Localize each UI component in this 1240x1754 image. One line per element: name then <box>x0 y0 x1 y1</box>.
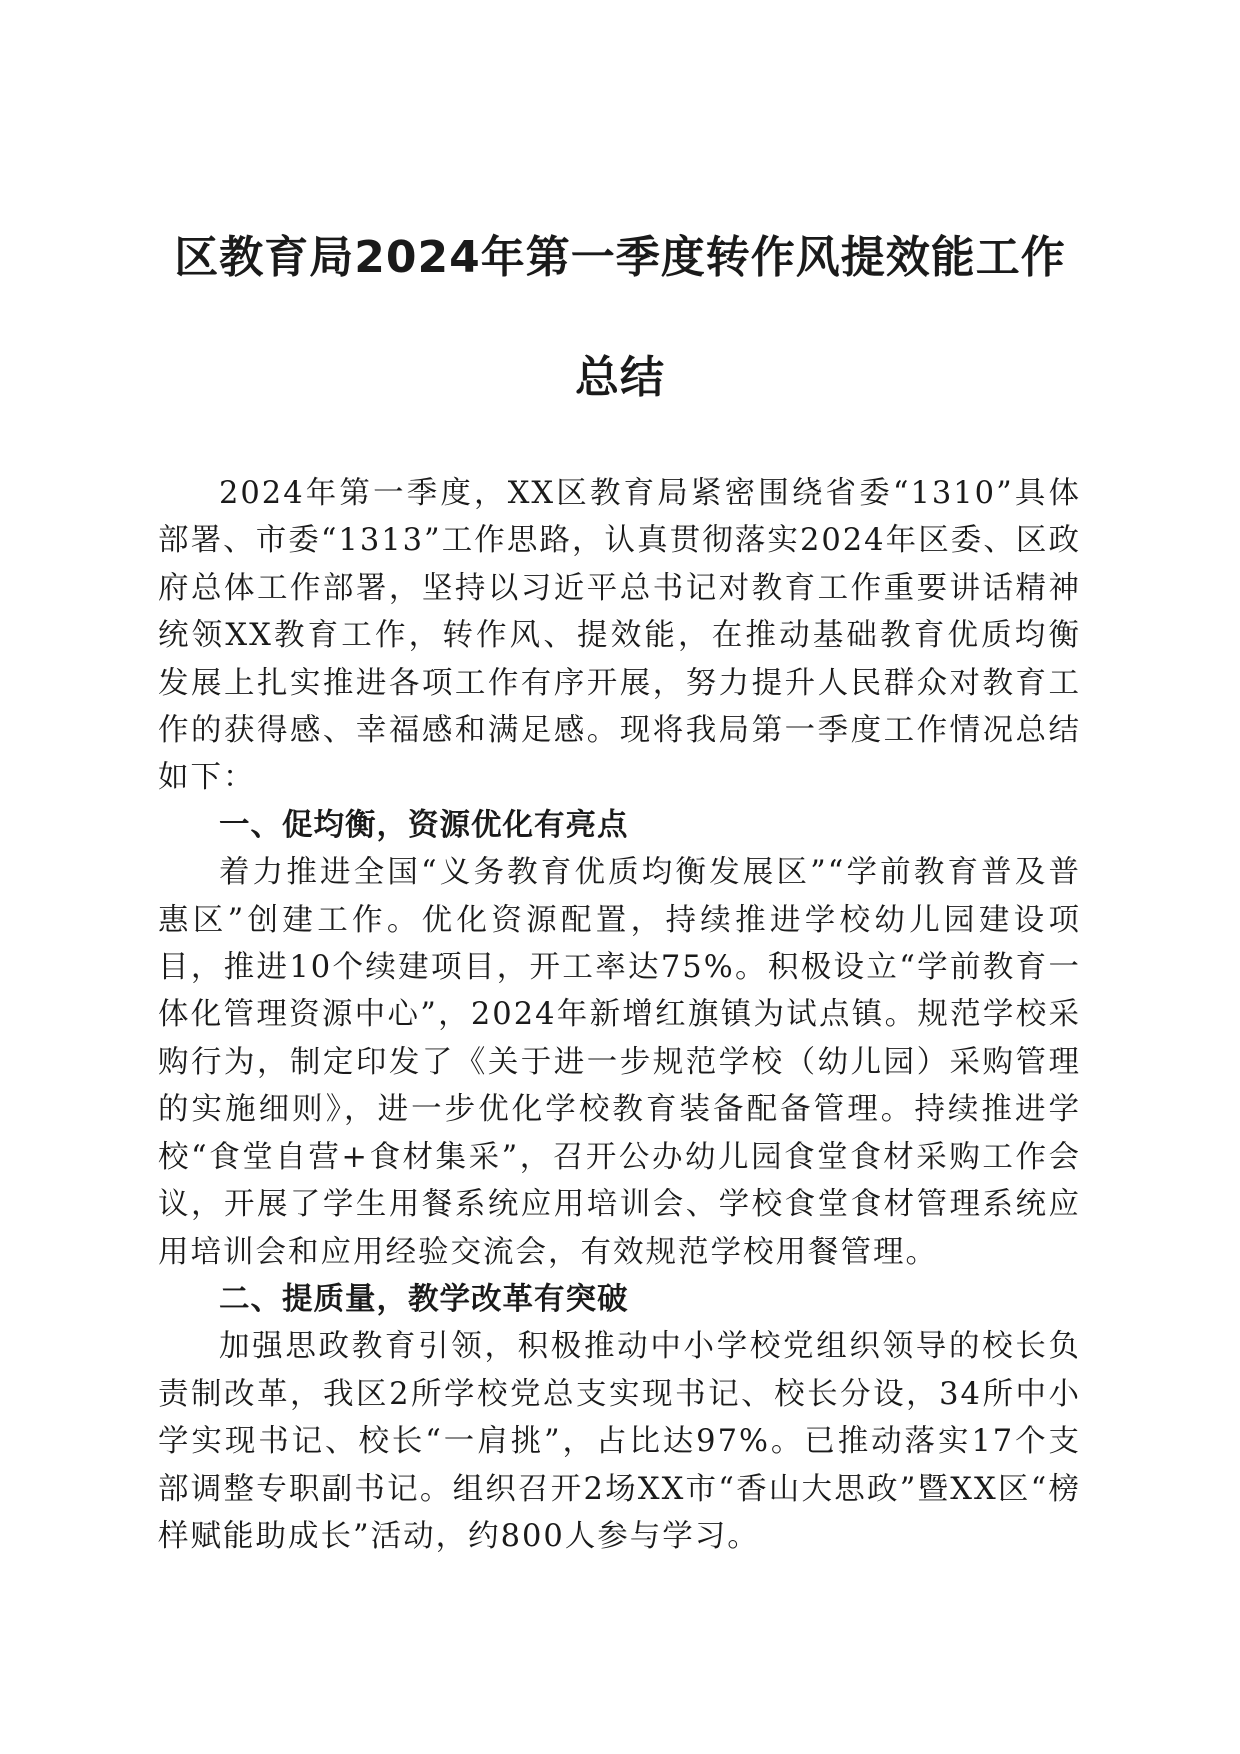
intro-paragraph: 2024年第一季度，XX区教育局紧密围绕省委“1310”具体部署、市委“1313”工作思路，认真贯彻落实2024年区委、区政府总体工作部署，坚持以习近平总书记对教育工作重要讲话精神统领XX教育工作，转作风、提效能，在推动基础教育优质均衡发展上扎实推进各项工作有序开展，努力提升人民群众对教育工作的获得感、幸福感和满足感。现将我局第一季度工作情况总结如下： <box>158 476 1081 796</box>
document-body <box>158 470 1081 1560</box>
document-title-line-2: 总结 <box>575 352 665 403</box>
section-1-paragraph: 着力推进全国“义务教育优质均衡发展区”“学前教育普及普惠区”创建工作。优化资源配置，持续推进学校幼儿园建设项目，推进10个续建项目，开工率达75%。积极设立“学前教育一体化管理资源中心”，2024年新增红旗镇为试点镇。规范学校采购行为，制定印发了《关于进一步规范学校（幼儿园）采购管理的实施细则》，进一步优化学校教育装备配备管理。持续推进学校“食堂自营+食材集采”，召开公办幼儿园食堂食材采购工作会议，开展了学生用餐系统应用培训会、学校食堂食材管理系统应用培训会和应用经验交流会，有效规范学校用餐管理。 <box>158 855 1081 1270</box>
section-2-heading: 二、提质量，教学改革有突破 <box>219 1281 629 1317</box>
section-1-heading: 一、促均衡，资源优化有亮点 <box>219 807 629 843</box>
section-2-paragraph: 加强思政教育引领，积极推动中小学校党组织领导的校长负责制改革，我区2所学校党总支实现书记、校长分设，34所中小学实现书记、校长“一肩挑”，占比达97%。已推动落实17个支部调整专职副书记。组织召开2场XX市“香山大思政”暨XX区“榜样赋能助成长”活动，约800人参与学习。 <box>158 1329 1081 1554</box>
document-title-line-1: 区教育局2024年第一季度转作风提效能工作 <box>174 232 1066 283</box>
